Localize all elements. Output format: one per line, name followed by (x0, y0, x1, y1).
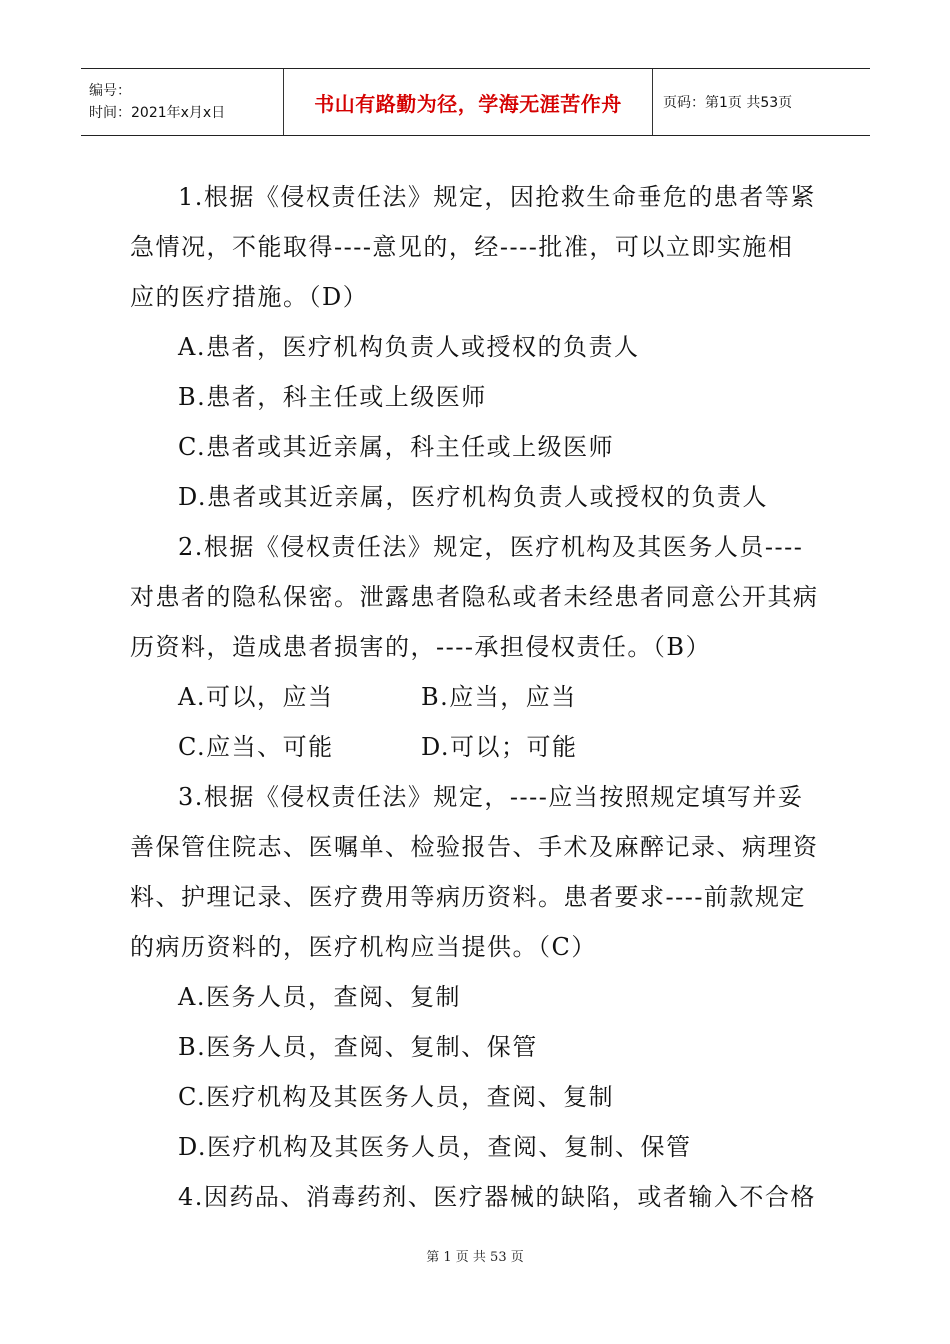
motto-text: 书山有路勤为径，学海无涯苦作舟 (314, 91, 622, 116)
q2-option-c: C.应当、可能 (178, 733, 334, 761)
q3-line-4: 的病历资料的，医疗机构应当提供。（C） (130, 933, 597, 961)
q3-option-d: D.医疗机构及其医务人员，查阅、复制、保管 (178, 1133, 692, 1161)
q2-option-a: A.可以，应当 (178, 683, 334, 711)
q3-line-2: 善保管住院志、医嘱单、检验报告、手术及麻醉记录、病理资 (130, 833, 819, 861)
q3-option-a: A.医务人员，查阅、复制 (178, 983, 461, 1011)
q2-line-3: 历资料，造成患者损害的，----承担侵权责任。（B） (130, 633, 712, 661)
q3-line-1: 3.根据《侵权责任法》规定，----应当按照规定填写并妥 (178, 783, 804, 811)
page-footer: 第 1 页 共 53 页 (426, 1250, 524, 1265)
q2-options-row-1 (130, 672, 830, 722)
q2-line-1: 2.根据《侵权责任法》规定，医疗机构及其医务人员---- (178, 533, 804, 561)
q3-line-3: 料、护理记录、医疗费用等病历资料。患者要求----前款规定 (130, 883, 806, 911)
q1-option-a: A.患者，医疗机构负责人或授权的负责人 (178, 333, 640, 361)
page-header (81, 68, 870, 136)
number-label: 编号： (89, 83, 131, 99)
q3-option-b: B.医务人员，查阅、复制、保管 (178, 1033, 538, 1061)
q1-option-c: C.患者或其近亲属，科主任或上级医师 (178, 433, 615, 461)
q3-option-c: C.医疗机构及其医务人员，查阅、复制 (178, 1083, 615, 1111)
page-info-text: 页码：第1页 共53页 (663, 95, 793, 111)
q2-options-row-2 (130, 722, 830, 772)
q1-line-1: 1.根据《侵权责任法》规定，因抢救生命垂危的患者等紧 (178, 183, 816, 211)
q1-line-3: 应的医疗措施。（D） (130, 283, 369, 311)
q1-option-b: B.患者，科主任或上级医师 (178, 383, 487, 411)
time-label: 时间：2021年x月x日 (89, 105, 226, 121)
header-page-info (653, 69, 870, 135)
q4-line-1: 4.因药品、消毒药剂、医疗器械的缺陷，或者输入不合格 (178, 1183, 816, 1211)
q2-line-2: 对患者的隐私保密。泄露患者隐私或者未经患者同意公开其病 (130, 583, 819, 611)
header-motto-cell (283, 69, 653, 135)
header-meta (81, 69, 283, 135)
q2-option-b: B.应当，应当 (421, 683, 577, 711)
q1-line-2: 急情况，不能取得----意见的，经----批准，可以立即实施相 (130, 233, 794, 261)
q1-option-d: D.患者或其近亲属，医疗机构负责人或授权的负责人 (178, 483, 769, 511)
q2-option-d: D.可以；可能 (421, 733, 578, 761)
document-body (130, 172, 830, 1222)
